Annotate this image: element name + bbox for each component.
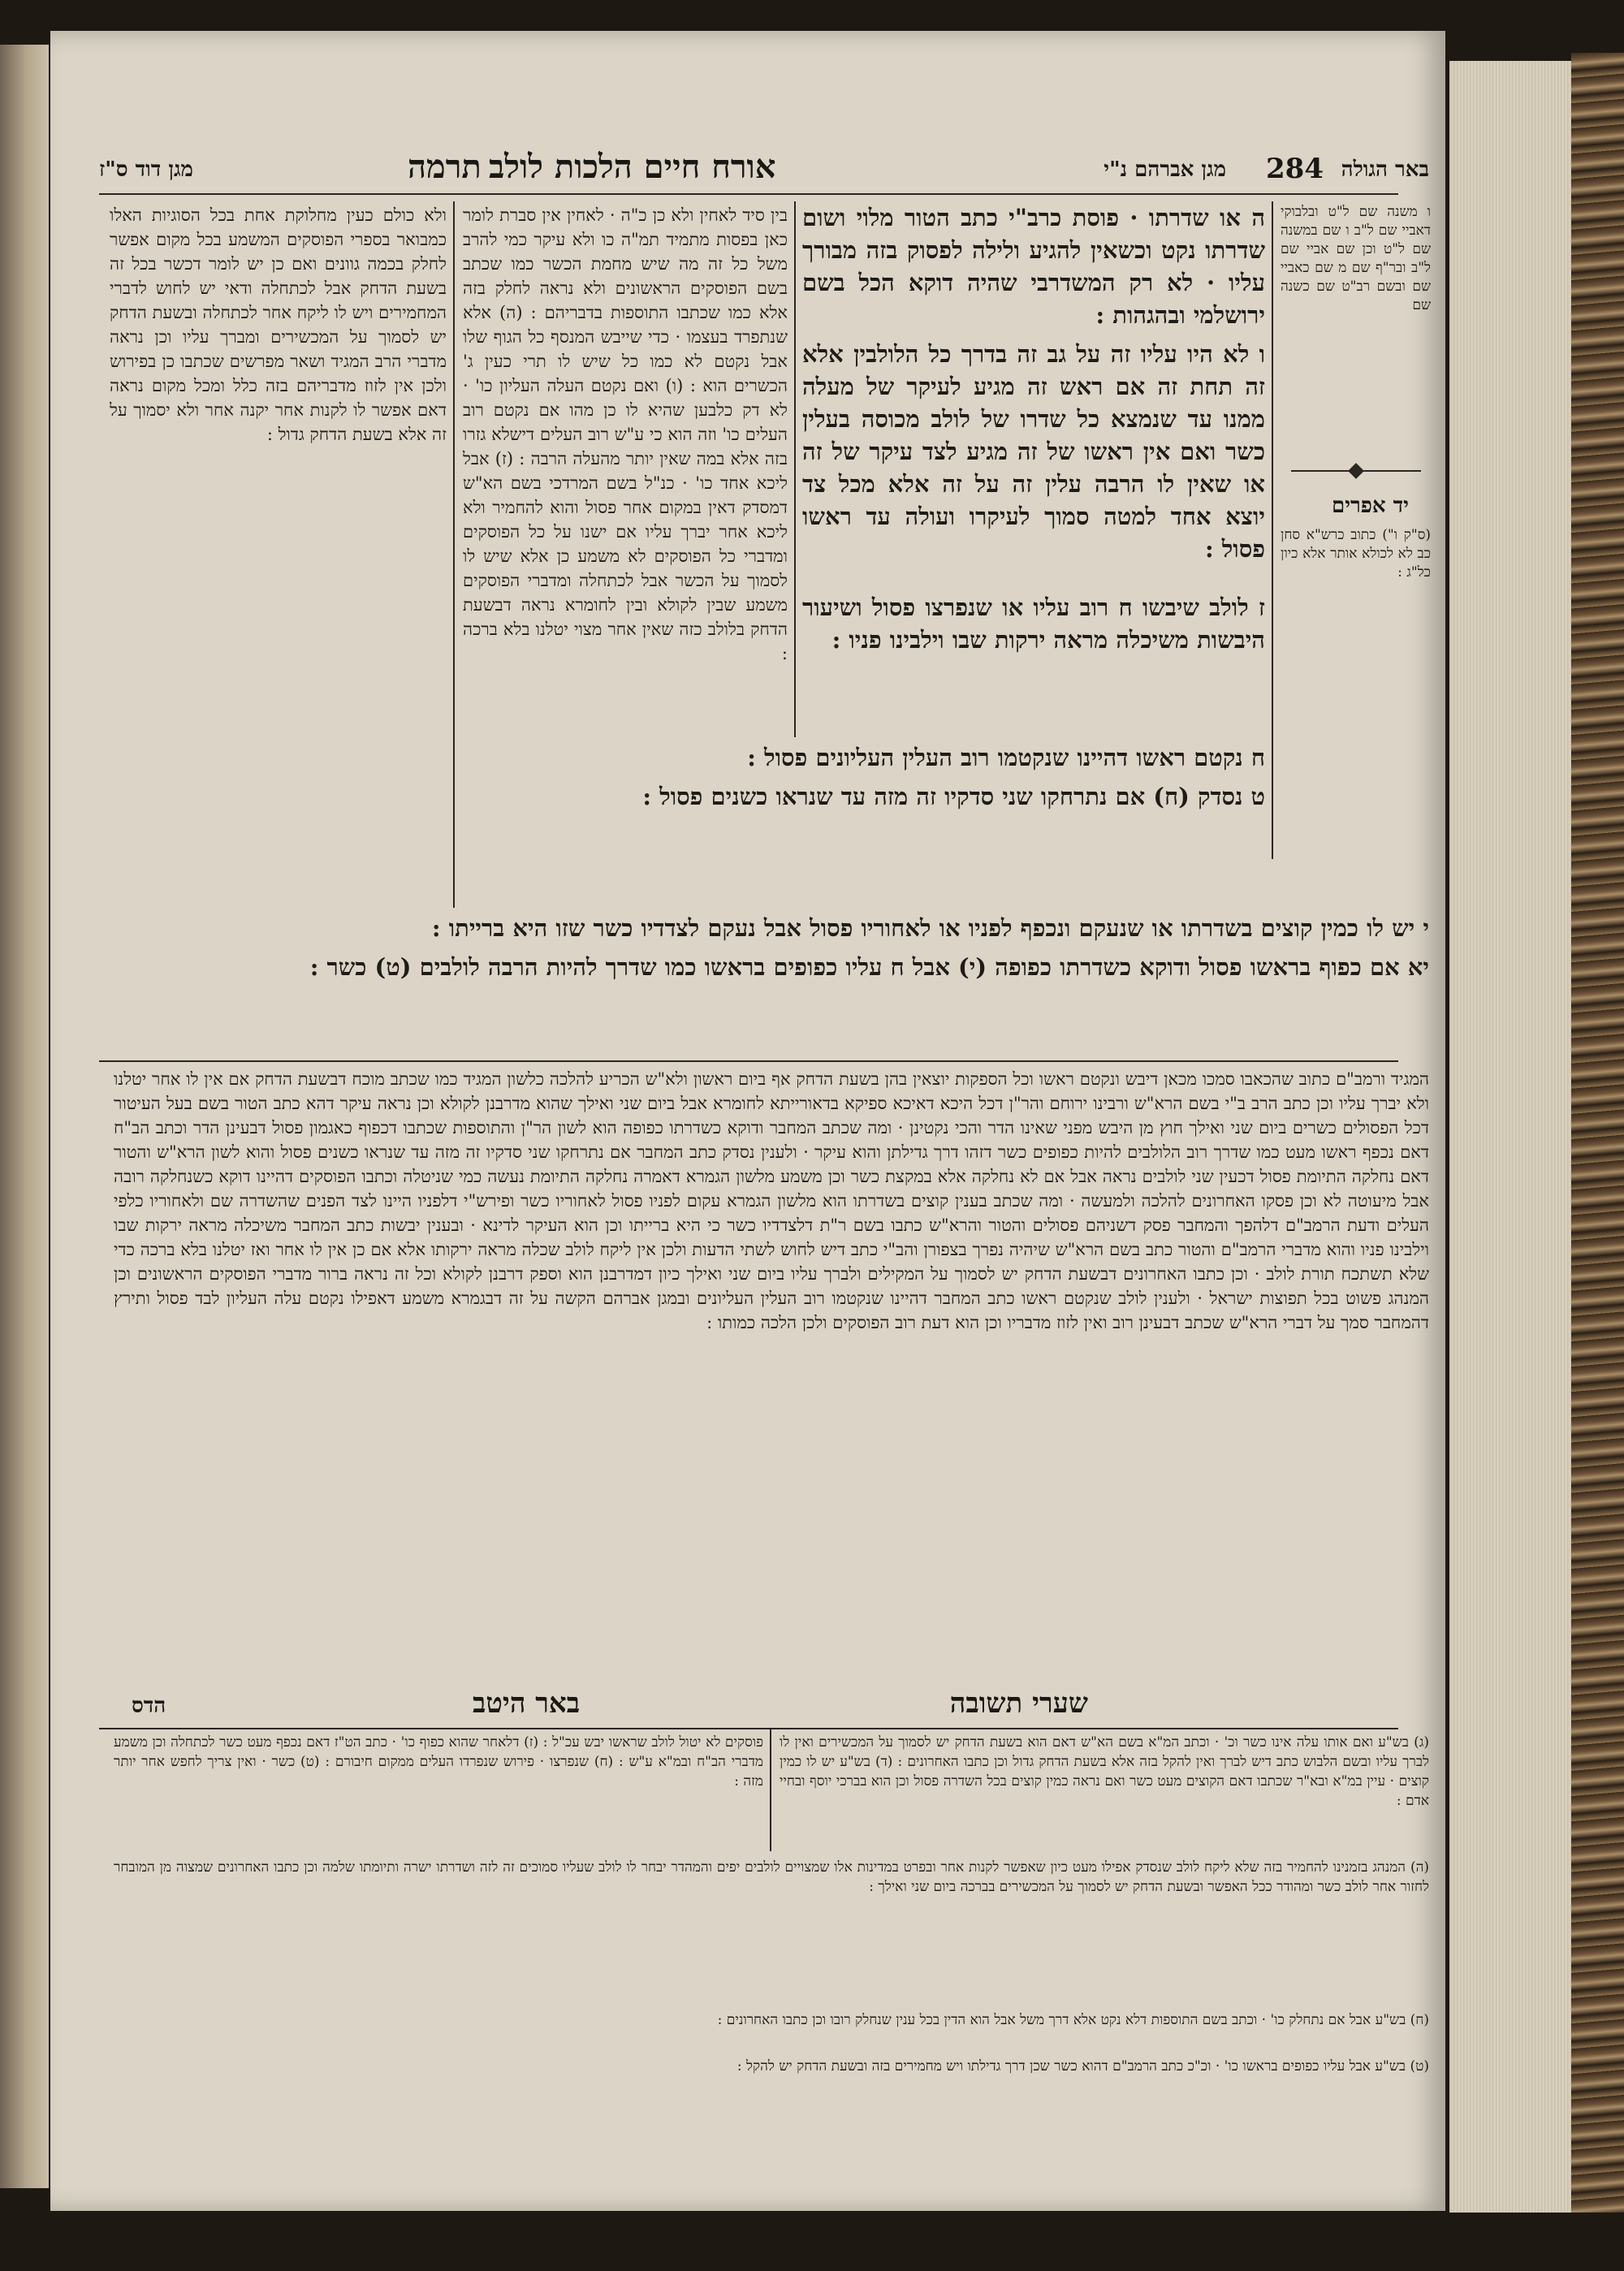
seif-paragraph: יא אם כפוף בראשו פסול ודוקא כשדרתו כפופה (י) אבל ח עליו כפופים בראשו כמו שדרך להיות הרבה לולבים (ט) כשר :	[309, 953, 1429, 981]
magen-david-column: ולא כולם כעין מחלוקת אחת בכל הסוגיות האלו כמבואר בספרי הפוסקים המשמע בכל מקום אפשר לחלק בכמה גוונים ואם כן יש לומר דכשר בכל זה בשעת הדחק אבל לכתחלה ודאי יש לחוש לדברי המחמירים ויש לו ליקח אחר לכתחלה ובשעת הדחק יש לסמוך על המכשירים ומברך עליו וכן נראה מדברי הרב המגיד ושאר מפרשים שכתבו כן בפירוש ולכן אין לזוז מדבריהם בזה כלל ומכל מקום נראה דאם אפשר לו לקנות אחר יקנה אחר ולא יסמוך על זה אלא בשעת הדחק גדול :	[110, 205, 447, 444]
footer-column-rule	[770, 1729, 771, 1851]
shulchan-aruch-main-text	[802, 201, 1265, 587]
marbled-book-edge	[1571, 53, 1624, 2213]
side-top-notes: ו משנה שם ל"ט ובלבוקי דאביי שם ל"ב ו שם במשנה שם ל"ט וכן שם אביי שם ל"ב ובר"ף שם מ שם כאביי שם ובשם רב"ט שם כשנה שם	[1281, 204, 1431, 313]
footer-full-width-1: (ה) המנהג בזמנינו להחמיר בזה שלא ליקח לולב שנסדק אפילו מעט כיון שאפשר לקנות אחר ובפרט במדינות אלו שמצויים לולבים יפים והמהדר יבחר לו לולב שעליו סמוכים זה לזה ושדרתו ישרה ותיומתו שלמה וכן כתבו האחרונים שמצוה מן המובחר לחזור אחר לולב כשר ומהודר ככל האפשר ובשעת הדחק יש לסמוך על המכשירים בברכה ביום שני ואילך :	[114, 1859, 1429, 1895]
seif-paragraph: ה או שדרתו · פוסת כרב"י כתב הטור מלוי ושום שדרתו נקט וכשאין להגיע ולילה לפסוק בזה מבורך עליו · לא רק המשדרבי שהיה דוקא הכל בשם ירושלמי ובהגהות :	[802, 204, 1265, 329]
page-block-edge	[1449, 61, 1571, 2213]
header-siman: תרמה	[408, 148, 482, 186]
seif-paragraph: ט נסדק (ח) אם נתרחקו שני סדקיו זה מזה עד שנראו כשנים פסול :	[642, 783, 1265, 810]
book-page	[50, 31, 1445, 2211]
shulchan-aruch-main-text-mid	[802, 591, 1265, 737]
footer-right-title: שערי תשובה	[949, 1687, 1088, 1720]
header-magen-avraham: מגן אברהם נ"י	[1104, 158, 1226, 182]
seif-paragraph: ח נקטם ראשו דהיינו שנקטמו רוב העלין העליונים פסול :	[747, 744, 1265, 771]
page-title: אורח חיים הלכות לולב	[489, 148, 776, 186]
header-right-corner: באר הגולה	[1341, 158, 1429, 182]
footer-full-width-2: (ח) בש"ע אבל אם נתחלק כו' · וכתב בשם התוספות דלא נקט אלא דרך משל אבל הוא הדין בכל ענין שנחלק רובו וכן כתבו האחרונים :	[717, 2012, 1429, 2028]
column-rule-2	[453, 201, 455, 908]
side-fleuron-ornament	[1291, 465, 1421, 477]
seif-paragraph: ו לא היו עליו זה על גב זה בדרך כל הלולבין אלא זה תחת זה אם ראש זה מגיע לעיקר של מעלה ממנו עד שנמצא כל שדרו של לולב מכוסה בעלין כשר ואם אין ראשו של זה מגיע לצד עיקר של זה או שאין לו הרבה עלין זה על זה אלא מכל צד יוצא אחד למטה סמוך לעיקרו ועולה עד ראשו פסול :	[802, 340, 1265, 563]
page-number: 284	[1266, 153, 1324, 185]
main-text-rule	[99, 1060, 1398, 1062]
footer-left-title: באר היטב	[473, 1687, 581, 1720]
seif-paragraph: י יש לו כמין קוצים בשדרתו או שנעקם ונכפף לפניו או לאחוריו פסול אבל נעקם לצדדיו כשר שזו היא ברייתו :	[431, 914, 1429, 942]
lower-commentary: המגיד ורמב"ם כתוב שהכאבו סמכו מכאן דיבש ונקטם ראשו וכל הספקות יוצאין בהן בשעת הדחק אף ביום ראשון ולא"ש הכריע להלכה כלשון המגיד כמו שכתב מוכח דבשעת הדחק אם אין לו אחר יטלנו ולא יברך עליו וכן כתב הרב ב"י בשם הרא"ש ורבינו ירוחם והר"ן דכל היכא דאיכא ספיקא בדאורייתא לחומרא אבל ביום שני ואילך שהוא מדרבנן לקולא וכן נראה עיקר דהא כתב הטור בשם בעל העיטור דכל הפסולים כשרים ביום שני ואילך חוץ מן היבש מפני שאינו הדר והכי נקטינן · ומה שכתב המחבר ודוקא כשדרתו כפופה הוא לשון הר"ן והתוספות שכתבו דכפוף כאגמון פסול דבעינן הדר וכתב הב"ח דאם נכפף ראשו מעט כמו שדרך רוב הלולבים להיות כפופים כשר דזהו דרך גדילתן והוא עיקר · ולענין נסדק כתב המחבר אם נתרחקו שני סדקיו זה מזה עד שנראו כשנים פסול והוא לשון הרא"ש והטור דאם נחלקה התיומת פסול דכעין שני לולבים נראה אבל אם לא נחלקה אלא במקצת כשר וכן משמע מלשון הגמרא דאמרה נחלקה התיומת נעשה כמי שניטלה וכתבו הפוסקים דהיינו דוקא כשנחלקה רובה אבל מיעוטה לא וכן פסקו האחרונים להלכה ולמעשה · ומה שכתב בענין קוצים בשדרתו הוא מלשון הגמרא עקום לפניו פסול לאחוריו כשר ופירש"י דלפניו היינו לצד הפנים שהשדרה שם ולאחוריו כלפי העלים ודעת הרמב"ם דלהפך והמחבר פסק דשניהם פסולים והטור והרא"ש כתבו בשם ר"ת דלצדדיו כשר כי היא ברייתו וכן הוא העיקר לדינא · ובענין יבשות כתב המחבר משיכלה מראה ירקות שבו וילבינו פניו והוא מדברי הרמב"ם והטור כתב בשם הרא"ש שיהיה נפרך בצפורן והב"י כתב דיש לחוש לשתי הדעות ולכן אין ליקח לולב שכלה מראה ירקותו אלא אם כן אין לו אחר ואז יטלנו בלא ברכה כדי שלא תשתכח תורת לולב · וכן כתבו האחרונים דבשעת הדחק יש לסמוך על המקילים ולברך עליו ביום שני ואילך כיון דמדרבנן הוא וספק דרבנן לקולא וכל זה נראה ברור מדברי הפוסקים הראשונים וכן המנהג פשוט בכל תפוצות ישראל · ולענין לולב שנקטם ראשו כתב המחבר דהיינו שנקטמו רוב העלין העליונים ובמגן אברהם הקשה על זה דבגמרא משמע דאפילו נקטם עלה העליון לבד פסול ותירץ דהמחבר סמך על דברי הרא"ש שכתב דבעינן רוב ואין לזוז מדבריו וכן הוא דעת רוב הפוסקים ולכן הלכה כמותו :	[114, 1069, 1429, 1332]
footer-title-rule	[99, 1728, 1398, 1729]
shulchan-aruch-main-text-full	[114, 912, 1429, 1054]
footer-left-subtitle: הדס	[132, 1694, 166, 1718]
side-section-title: יד אפרים	[1331, 494, 1409, 518]
header-left-corner: מגן דוד ס"ז	[99, 158, 193, 182]
magen-avraham-column: בין סיד לאחין ולא כן כ"ה · לאחין אין סברת לומר כאן בפסות מתמיד תמ"ה כו ולא עיקר כמי להרב משל כל זה מה שיש מחמת הכשר כמו שכתב בשם הפוסקים הראשונים ולא נראה לחלק בזה אלא כמו שכתבו התוספות בדבריהם : (ה) אלא שנתפרד בעצמו · כדי שייבש המנסף כל הגוף שלו אבל נקטם לא כמו כל שיש לו תרי כעין ג' הכשרים הוא : (ו) ואם נקטם העלה העליון כו' · לא דק כלבען שהיא לו כן מהו אם נקטם רוב העלים כו' וזה הוא כי ע"ש רוב העלים דישלא גזרו בזה אלא במה שאין יותר מהעלה הרבה : (ז) אבל ליכא אחד כו' · כנ"ל בשם המרדכי בשם הא"ש דמסדק דאין במקום אחר פסול והוא להחמיר ולא ליכא אחר יברך עליו אם ישנו על כל הפוסקים ומדברי כל הפוסקים לא משמע כן אלא שיש לו לסמוך על הכשר אבל לכתחלה ומדברי הפוסקים משמע שבין לקולא ובין לחומרא נראה דבשעת הדחק בלולב כזה שאין אחר מצוי יטלנו בלא ברכה :	[463, 205, 788, 663]
footer-left-column: פוסקים לא יטול לולב שראשו יבש עכ"ל : (ז) דלאחר שהוא כפוף כו' · כתב הט"ז דאם נכפף מעט כשר לכתחלה וכן משמע מדברי הב"ח ובמ"א ע"ש : (ח) שנפרצו · פירוש שנפרדו העלים ממקום חיבורם : (ט) כשר · ואין צריך לחפש אחר יותר מזה :	[114, 1734, 763, 1790]
side-lower-notes: (ס"ק ו") כתוב כרש"א סחן כב לא לכולא אותר אלא כיון כל"ג :	[1281, 527, 1431, 581]
side-column-rule	[1272, 201, 1273, 859]
seif-paragraph: ז לולב שיבשו ח רוב עליו או שנפרצו פסול ושיעור היבשות משיכלה מראה ירקות שבו וילבינו פניו :	[802, 594, 1265, 654]
left-page-edge	[0, 45, 49, 2188]
header-rule	[99, 193, 1398, 195]
column-rule-1	[794, 201, 796, 737]
footer-right-column: (ג) בש"ע ואם אותו עלה אינו כשר וכ' · וכתב המ"א בשם הא"ש דאם הוא בשעת הדחק יש לסמוך על המכשירים ואין לו לברך עליו ובשם הלבוש כתב דיש לברך ואין להקל בזה אלא בשעת הדחק גדול וכן כתבו האחרונים : (ד) בש"ע יש לו כמין קוצים · עיין במ"א ובא"ר שכתבו דאם הקוצים מעט כשר ואם נראה כמין קוצים בכל השדרה פסול וכן הוא בברכי יוסף ובחיי אדם :	[780, 1734, 1429, 1809]
footer-full-width-3: (ט) בש"ע אבל עליו כפופים בראשו כו' · וכ"כ כתב הרמב"ם דהוא כשר שכן דרך גדילתו ויש מחמירים בזה ובשעת הדחק יש להקל :	[736, 2058, 1429, 2075]
shulchan-aruch-main-text-wide	[453, 741, 1265, 908]
